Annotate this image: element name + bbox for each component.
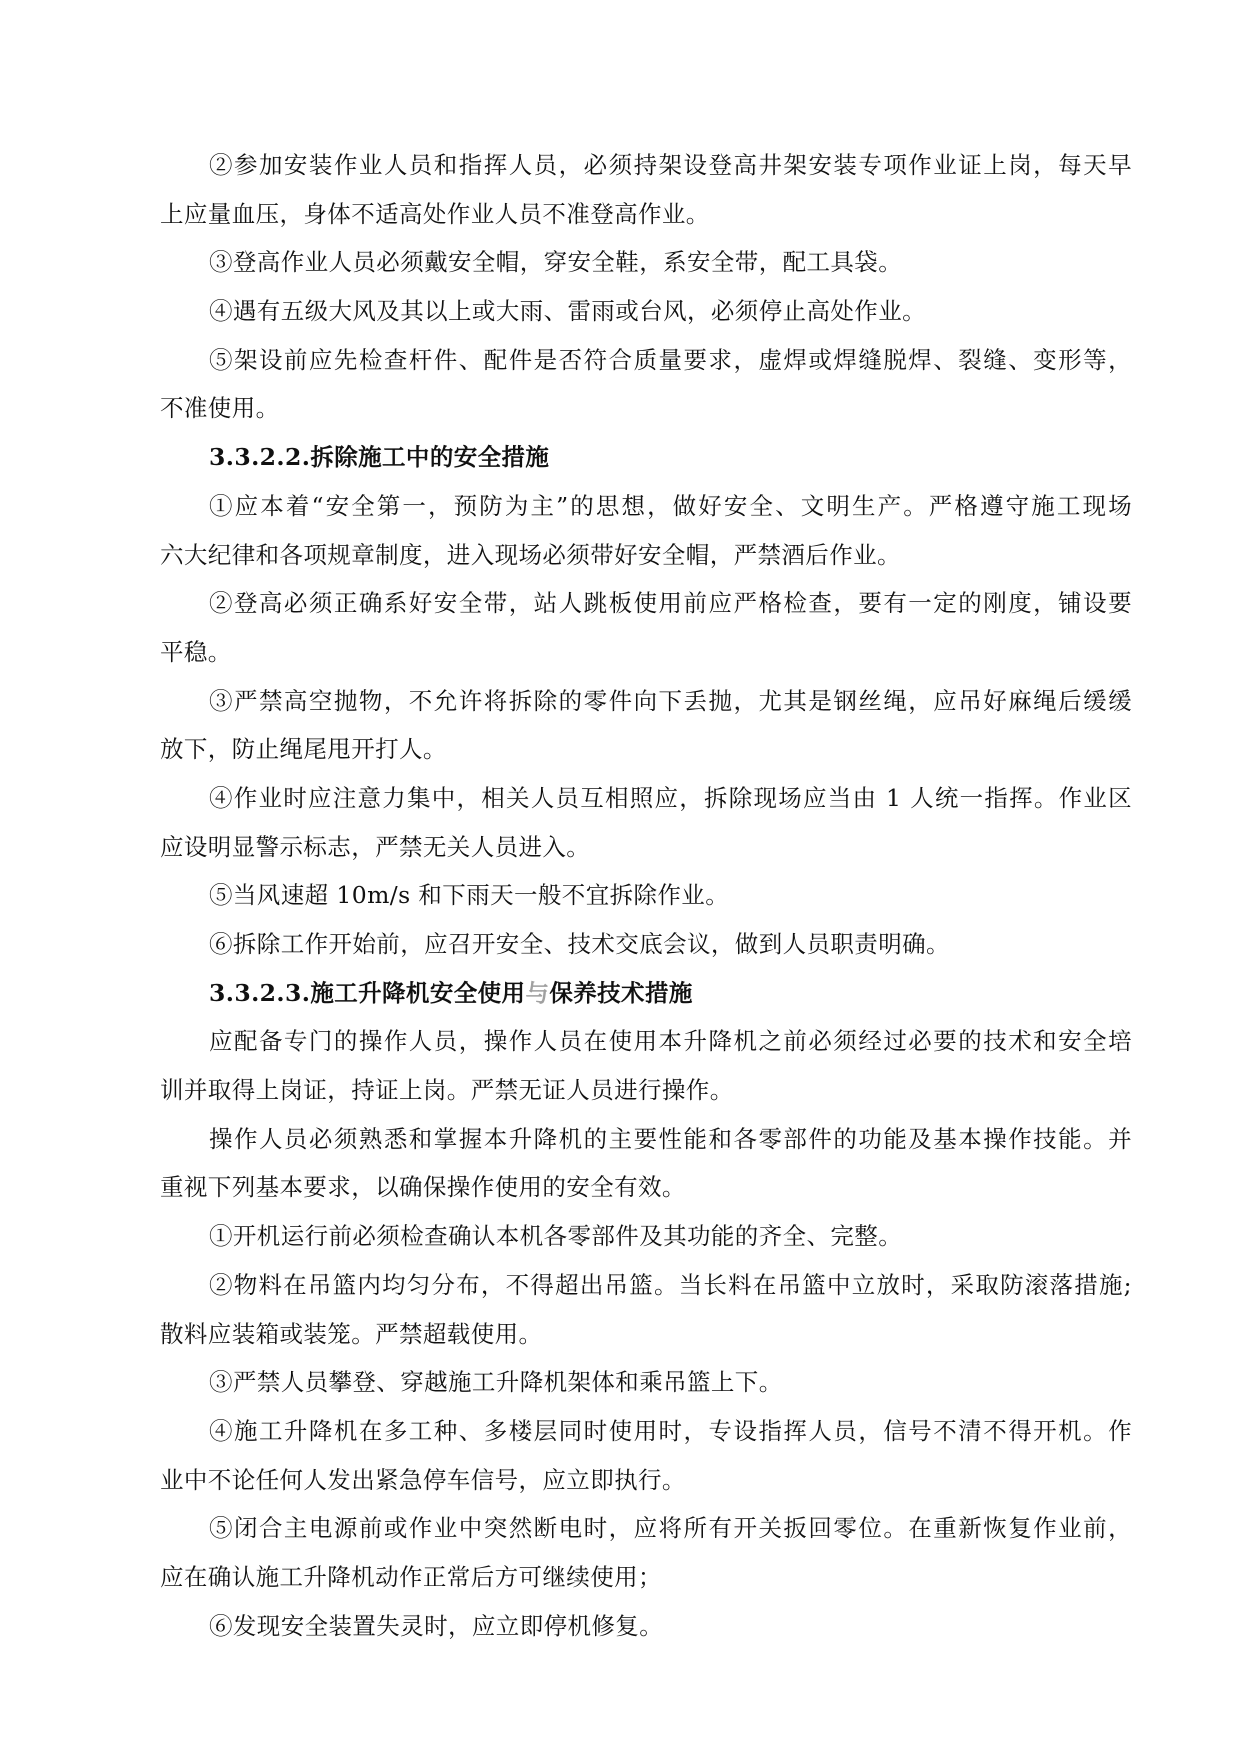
document-page bbox=[160, 141, 1132, 1650]
section-heading-part: 3.3.2.3.施工升降机安全使用 bbox=[209, 978, 526, 1007]
paragraph-line: 操作人员必须熟悉和掌握本升降机的主要性能和各零部件的功能及基本操作技能。并 bbox=[209, 1124, 1132, 1153]
paragraph-line: 应设明显警示标志，严禁无关人员进入。 bbox=[160, 832, 591, 861]
paragraph-line: 散料应装箱或装笼。严禁超载使用。 bbox=[160, 1319, 543, 1348]
paragraph-line: ⑥发现安全装置失灵时，应立即停机修复。 bbox=[209, 1611, 664, 1640]
paragraph-line: ⑤闭合主电源前或作业中突然断电时，应将所有开关扳回零位。在重新恢复作业前， bbox=[209, 1514, 1132, 1543]
paragraph-line: ①应本着“安全第一，预防为主”的思想，做好安全、文明生产。严格遵守施工现场 bbox=[209, 491, 1132, 520]
paragraph-line: ②参加安装作业人员和指挥人员，必须持架设登高井架安装专项作业证上岗，每天早 bbox=[209, 151, 1132, 179]
paragraph-line: 平稳。 bbox=[160, 637, 232, 666]
paragraph-line: ③登高作业人员必须戴安全帽，穿安全鞋，系安全带，配工具袋。 bbox=[209, 248, 903, 277]
paragraph-line: 六大纪律和各项规章制度，进入现场必须带好安全帽，严禁酒后作业。 bbox=[160, 540, 901, 569]
paragraph-line: 放下，防止绳尾甩开打人。 bbox=[160, 735, 447, 764]
paragraph-line: 不准使用。 bbox=[160, 394, 280, 423]
paragraph-line: ③严禁人员攀登、穿越施工升降机架体和乘吊篮上下。 bbox=[209, 1368, 783, 1397]
paragraph-line: ④遇有五级大风及其以上或大雨、雷雨或台风，必须停止高处作业。 bbox=[209, 297, 926, 326]
section-heading: 3.3.2.2.拆除施工中的安全措施 bbox=[209, 443, 550, 472]
paragraph-line: 业中不论任何人发出紧急停车信号，应立即执行。 bbox=[160, 1465, 686, 1494]
paragraph-line: ④施工升降机在多工种、多楼层同时使用时，专设指挥人员，信号不清不得开机。作 bbox=[209, 1416, 1132, 1445]
paragraph-line: ④作业时应注意力集中，相关人员互相照应，拆除现场应当由 1 人统一指挥。作业区 bbox=[209, 783, 1132, 812]
section-heading-part: 保养技术措施 bbox=[549, 978, 693, 1007]
paragraph-line: ②登高必须正确系好安全带，站人跳板使用前应严格检查，要有一定的刚度，铺设要 bbox=[209, 589, 1132, 618]
paragraph-line: 应配备专门的操作人员，操作人员在使用本升降机之前必须经过必要的技术和安全培 bbox=[209, 1027, 1132, 1056]
paragraph-line: 训并取得上岗证，持证上岗。严禁无证人员进行操作。 bbox=[160, 1076, 734, 1105]
paragraph-line: 上应量血压，身体不适高处作业人员不准登高作业。 bbox=[160, 199, 710, 228]
paragraph-line: ③严禁高空抛物，不允许将拆除的零件向下丢抛，尤其是钢丝绳，应吊好麻绳后缓缓 bbox=[209, 686, 1132, 715]
paragraph-line: ②物料在吊篮内均匀分布，不得超出吊篮。当长料在吊篮中立放时，采取防滚落措施; bbox=[209, 1270, 1132, 1299]
paragraph-line: ⑤当风速超 10m/s 和下雨天一般不宜拆除作业。 bbox=[209, 881, 730, 910]
paragraph-line: 应在确认施工升降机动作正常后方可继续使用； bbox=[160, 1562, 662, 1591]
section-heading bbox=[160, 969, 1132, 1018]
paragraph-line: ⑥拆除工作开始前，应召开安全、技术交底会议，做到人员职责明确。 bbox=[209, 930, 950, 958]
paragraph-line: ①开机运行前必须检查确认本机各零部件及其功能的齐全、完整。 bbox=[209, 1222, 903, 1251]
paragraph-line: ⑤架设前应先检查杆件、配件是否符合质量要求，虚焊或焊缝脱焊、裂缝、变形等， bbox=[209, 345, 1132, 374]
paragraph-line: 重视下列基本要求，以确保操作使用的安全有效。 bbox=[160, 1173, 686, 1202]
section-heading-faint-char: 与 bbox=[525, 978, 550, 1007]
